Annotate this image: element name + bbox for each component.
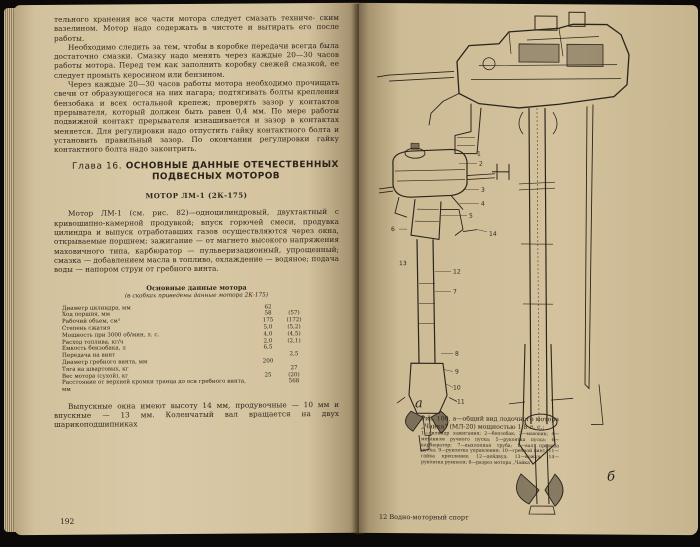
spec-value: 62 <box>264 303 272 310</box>
right-page <box>359 3 698 535</box>
figure-a-label: а <box>415 396 423 412</box>
spec-value-alt: (2,1) <box>287 337 301 344</box>
spec-value: 5,0 <box>263 324 273 331</box>
spec-value-alt: 568 <box>288 378 300 385</box>
callout-5: 5 <box>469 212 473 220</box>
table-title: Основные данные мотора <box>146 283 247 292</box>
callout-14: 14 <box>489 230 497 238</box>
table-note: (в скобках приведены данные мотора 2К-175) <box>124 291 269 299</box>
spec-value: 200 <box>262 358 274 365</box>
spec-value-alt: 27 <box>290 364 298 371</box>
spec-value-alt: (57) <box>288 310 300 317</box>
open-book <box>14 4 698 544</box>
figure-a-general-view <box>379 143 495 452</box>
spec-value <box>255 379 281 393</box>
paragraph: Через каждые 20—30 часов работы мотора необходимо прочищать свечи от образующегося на них нагара; подтягивать болты крепления бензобака и всех остальной крепеж; проверять зазор у контактов прерывателя, который должен быть равен 0,4 мм. По мере работы подвижной контакт прерывателя изнашивается и зазор в контактах меняется. Для регулировки надо отпустить гайку контактного болта и установить правильный зазор. По окончании регулировки гайку контактного болта надо законтрить. <box>54 78 339 155</box>
spec-label: Диаметр цилиндра, мм <box>62 304 131 312</box>
figure-b-label: б <box>607 469 615 485</box>
paragraph-bottom: Выпускные окна имеют высоту 14 мм, продувочные — 10 мм и впускные — 13 мм. Коленчатый вал вращается на двух шарикоподшипниках <box>54 399 339 430</box>
spec-value-alt: (5,2) <box>287 324 301 331</box>
left-page <box>14 3 359 535</box>
figure-a-callouts <box>399 150 487 388</box>
spec-label: Передача на винт <box>62 352 116 359</box>
figure-caption <box>421 415 559 466</box>
callout-3: 3 <box>481 186 485 194</box>
callout-2: 2 <box>479 160 483 168</box>
spec-value: 25 <box>264 371 272 378</box>
paragraph: Необходимо следить за тем, чтобы в коробке передачи всегда была достаточно смазки. Смазку надо менять через каждые 20—30 часов работы мотора. Перед тем как заполнить коробку свежей смазкой, ее следует промыть керосином или бензином. <box>54 40 339 80</box>
spec-label: Ход поршня, мм <box>62 311 110 319</box>
spec-label: Емкость бензобака, л <box>62 345 126 353</box>
callout-1: 1 <box>477 150 481 158</box>
spec-label: Тяга на швартовых, кг <box>62 366 129 373</box>
spec-label: Расход топлива, кг/ч <box>62 338 124 346</box>
caption-body: 1—цилиндр зажигания; 2—бензобак; 3—маховик; 4—механизм ручного пуска; 5—рукоятка пуска; 6—карбюратор; 7—выхлопная труба; 8—вал привода пуска; 9—рукоятка управления; 10—гребной винт; 11—гайка крепления; 12—дейдвуд; 13—кожух; 14—рукоятка румпеля; б—разрез мотора „Чайка“ <box>421 431 559 466</box>
chapter-number: Глава 16. <box>72 161 123 173</box>
motor-heading: МОТОР ЛМ-1 (2К-175) <box>145 191 248 201</box>
chapter-heading <box>54 160 339 184</box>
spec-value-alt: 2,5 <box>289 351 299 358</box>
callout-11: 11 <box>457 398 465 406</box>
spec-value: 6,5 <box>263 344 273 351</box>
spec-value-alt: (172) <box>286 317 302 324</box>
paragraph: тельного хранения все части мотора следует смазать техниче- ским вазелином. Мотор надо содержать в чистоте и вытирать его после работы. <box>54 12 339 43</box>
spec-label: Степень сжатия <box>62 325 111 332</box>
spec-label: Мощность при 3000 об/мин, л. с. <box>62 331 160 339</box>
spec-value: 4,0 <box>263 331 273 338</box>
callout-12: 12 <box>453 268 461 276</box>
spec-label: Диаметр гребного винта, мм <box>62 359 148 366</box>
spec-table <box>62 304 307 394</box>
spec-value: 58 <box>264 310 272 317</box>
motor-description: Мотор ЛМ-1 (см. рис. 82)—одноцилиндровый, двухтактный с кривошипно-камерной продувкой; впуск горючей смеси, продувка цилиндра и выпуск отработавших газов осуществляются через окна, открываемые поршнем; зажигание — от магнето высокого напряжения маховичного типа, карбюратор — пульверизационный, упрощенный; смазка — добавлением масла в топливо, охлаждение — водяное; подача воды — напором струи от гребного винта. <box>54 207 339 275</box>
spec-label: Вес мотора (сухой), кг <box>62 372 129 380</box>
callout-6: 6 <box>391 226 395 234</box>
spec-value-alt: (4,5) <box>287 330 301 338</box>
chapter-title-line1: ОСНОВНЫЕ ДАННЫЕ ОТЕЧЕСТВЕННЫХ <box>125 160 339 172</box>
callout-7: 7 <box>453 288 457 296</box>
callout-9: 9 <box>455 368 459 376</box>
callout-8: 8 <box>455 350 459 358</box>
spec-value-alt: (20) <box>288 371 300 378</box>
spec-label: Рабочий объем, см³ <box>62 318 121 325</box>
callout-10: 10 <box>453 384 461 392</box>
spec-row <box>62 378 307 393</box>
chapter-title-line2: ПОДВЕСНЫХ МОТОРОВ <box>152 171 281 183</box>
callout-4: 4 <box>481 200 485 208</box>
spec-value: 175 <box>262 317 274 324</box>
spec-value: 2,0 <box>263 337 273 344</box>
caption-title: Рис. 100. а—общий вид лодочного мотора „Чайка“ (МЛ-20) мощностью 1,8 л. с.; <box>421 415 559 431</box>
page-footer: 12 Водно-моторный спорт <box>379 512 469 522</box>
callout-13: 13 <box>399 260 407 268</box>
spec-label: Расстояние от верхней кромки транца до оси гребного винта, мм <box>62 378 246 393</box>
page-number: 192 <box>60 516 75 526</box>
